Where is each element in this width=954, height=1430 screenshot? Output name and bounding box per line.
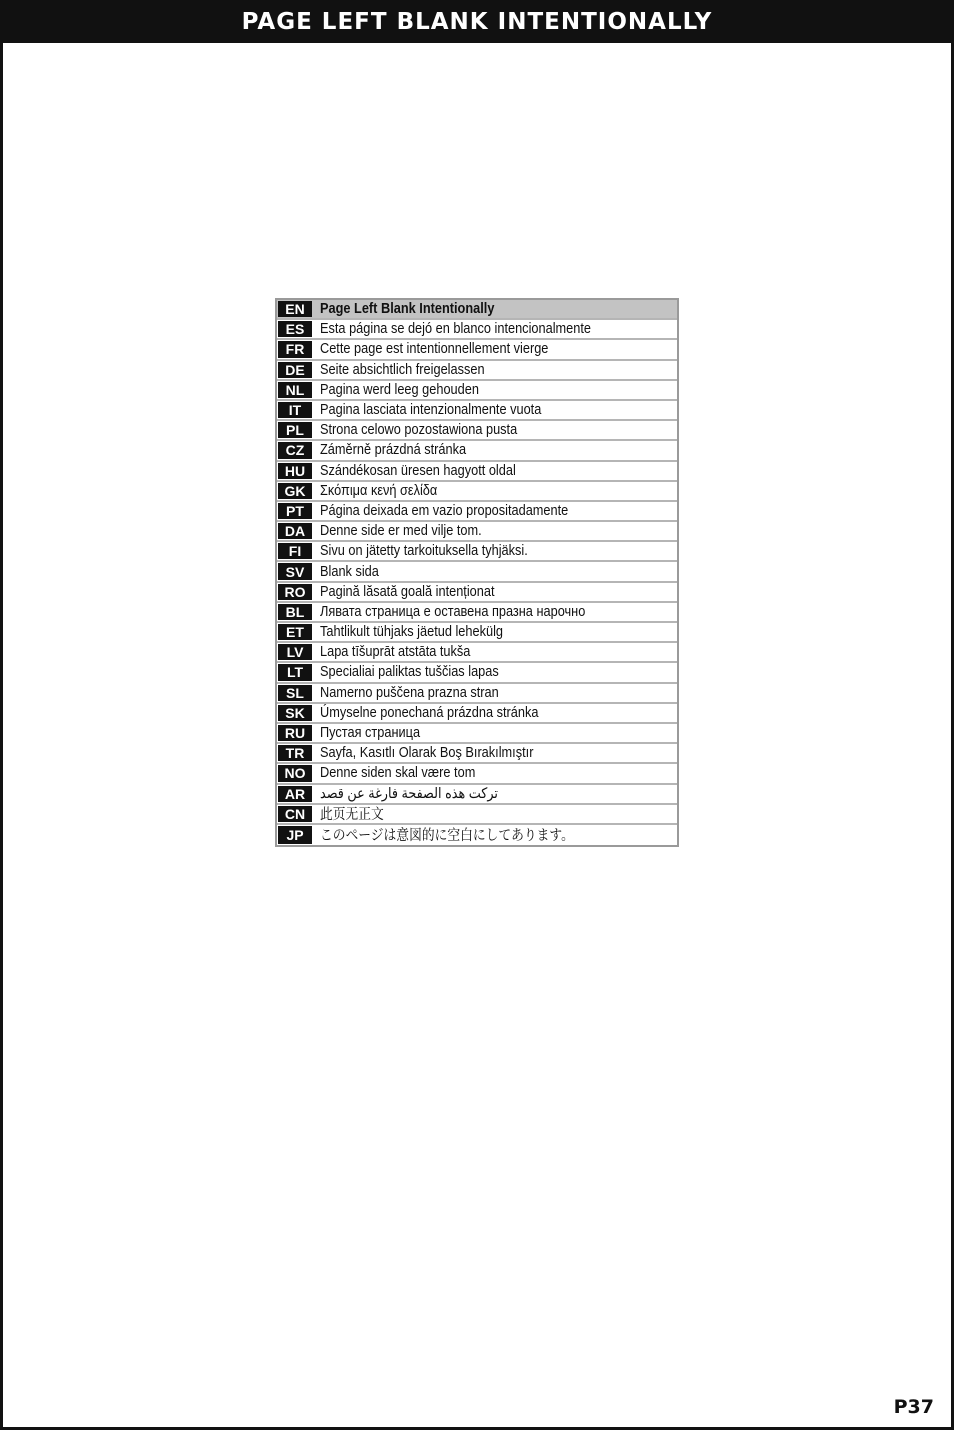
language-row: [277, 623, 677, 643]
language-code: NL: [278, 382, 312, 398]
language-row: [277, 421, 677, 441]
language-row: [277, 643, 677, 663]
language-row: [277, 744, 677, 764]
language-code: LT: [278, 664, 312, 680]
language-code: CN: [278, 806, 312, 822]
language-row: [277, 764, 677, 784]
language-text: Seite absichtlich freigelassen: [320, 361, 485, 378]
language-text: Záměrně prázdná stránka: [320, 442, 467, 459]
language-text: Pagina lasciata intenzionalmente vuota: [320, 402, 542, 419]
language-text: Tahtlikult tühjaks jäetud lehekülg: [320, 624, 504, 641]
page-header: [0, 0, 954, 43]
language-text: このページは意図的に空白にしてあります。: [320, 828, 574, 845]
language-text: Sayfa, Kasıtlı Olarak Boş Bırakılmıştır: [320, 745, 534, 762]
language-row: [277, 381, 677, 401]
language-row: [277, 663, 677, 683]
language-text: 此页无正文: [320, 807, 384, 823]
language-code: SL: [278, 685, 312, 701]
language-table: [275, 298, 679, 847]
language-row: [277, 704, 677, 724]
language-text: Strona celowo pozostawiona pusta: [320, 422, 518, 439]
language-code: PL: [278, 422, 312, 438]
language-code: DA: [278, 523, 312, 539]
language-code: PT: [278, 503, 312, 519]
language-code: ES: [278, 321, 312, 337]
language-code: SV: [278, 563, 312, 579]
language-code: SK: [278, 705, 312, 721]
language-text: Esta página se dejó en blanco intencionalmente: [320, 321, 591, 338]
language-code: RU: [278, 725, 312, 741]
language-row: [277, 522, 677, 542]
language-code: AR: [278, 786, 312, 802]
language-text: Página deixada em vazio propositadamente: [320, 502, 569, 519]
language-text: Cette page est intentionnellement vierge: [320, 341, 549, 358]
language-row: [277, 441, 677, 461]
language-code: IT: [278, 402, 312, 418]
language-code: CZ: [278, 442, 312, 458]
language-code: EN: [278, 301, 312, 317]
language-row: [277, 583, 677, 603]
language-text: Úmyselne ponechaná prázdna stránka: [320, 704, 539, 721]
language-text: Lapa tīšuprāt atstāta tukša: [320, 644, 471, 661]
language-row: [277, 724, 677, 744]
language-code: ET: [278, 624, 312, 640]
language-code: JP: [278, 826, 312, 844]
language-code: LV: [278, 644, 312, 660]
language-text: Specialiai paliktas tuščias lapas: [320, 664, 499, 681]
language-text: Denne siden skal være tom: [320, 765, 476, 782]
language-text: Denne side er med vilje tom.: [320, 523, 482, 540]
language-code: TR: [278, 745, 312, 761]
language-code: BL: [278, 604, 312, 620]
language-row: [277, 603, 677, 623]
page-title: PAGE LEFT BLANK INTENTIONALLY: [241, 8, 713, 35]
language-row: [277, 785, 677, 805]
language-text: Sivu on jätetty tarkoituksella tyhjäksi.: [320, 543, 528, 560]
language-row: [277, 482, 677, 502]
language-row: [277, 502, 677, 522]
language-code: FR: [278, 341, 312, 357]
language-text: Namerno puščena prazna stran: [320, 684, 499, 701]
language-row: [277, 542, 677, 562]
language-row: [277, 562, 677, 582]
language-text: تركت هذه الصفحة فارغة عن قصد: [320, 785, 498, 802]
language-row: [277, 361, 677, 381]
language-text: Лявата страница е оставена празна нарочно: [320, 603, 586, 620]
language-text: Szándékosan üresen hagyott oldal: [320, 462, 516, 479]
language-text: Pagină lăsată goală intenționat: [320, 583, 495, 600]
language-code: DE: [278, 362, 312, 378]
language-text: Σκόπιμα κενή σελίδα: [320, 482, 438, 499]
language-row: [277, 300, 677, 320]
language-text: Pagina werd leeg gehouden: [320, 381, 479, 398]
page-number: P37: [893, 1396, 934, 1418]
language-row: [277, 462, 677, 482]
language-code: HU: [278, 463, 312, 479]
language-code: NO: [278, 765, 312, 781]
language-row: [277, 340, 677, 360]
language-code: FI: [278, 543, 312, 559]
language-code: RO: [278, 584, 312, 600]
language-row: [277, 805, 677, 825]
language-row: [277, 320, 677, 340]
language-text: Page Left Blank Intentionally: [320, 301, 495, 318]
language-row: [277, 825, 677, 845]
language-row: [277, 684, 677, 704]
language-code: GK: [278, 483, 312, 499]
language-row: [277, 401, 677, 421]
language-text: Пустая страница: [320, 725, 421, 742]
language-text: Blank sida: [320, 563, 379, 580]
